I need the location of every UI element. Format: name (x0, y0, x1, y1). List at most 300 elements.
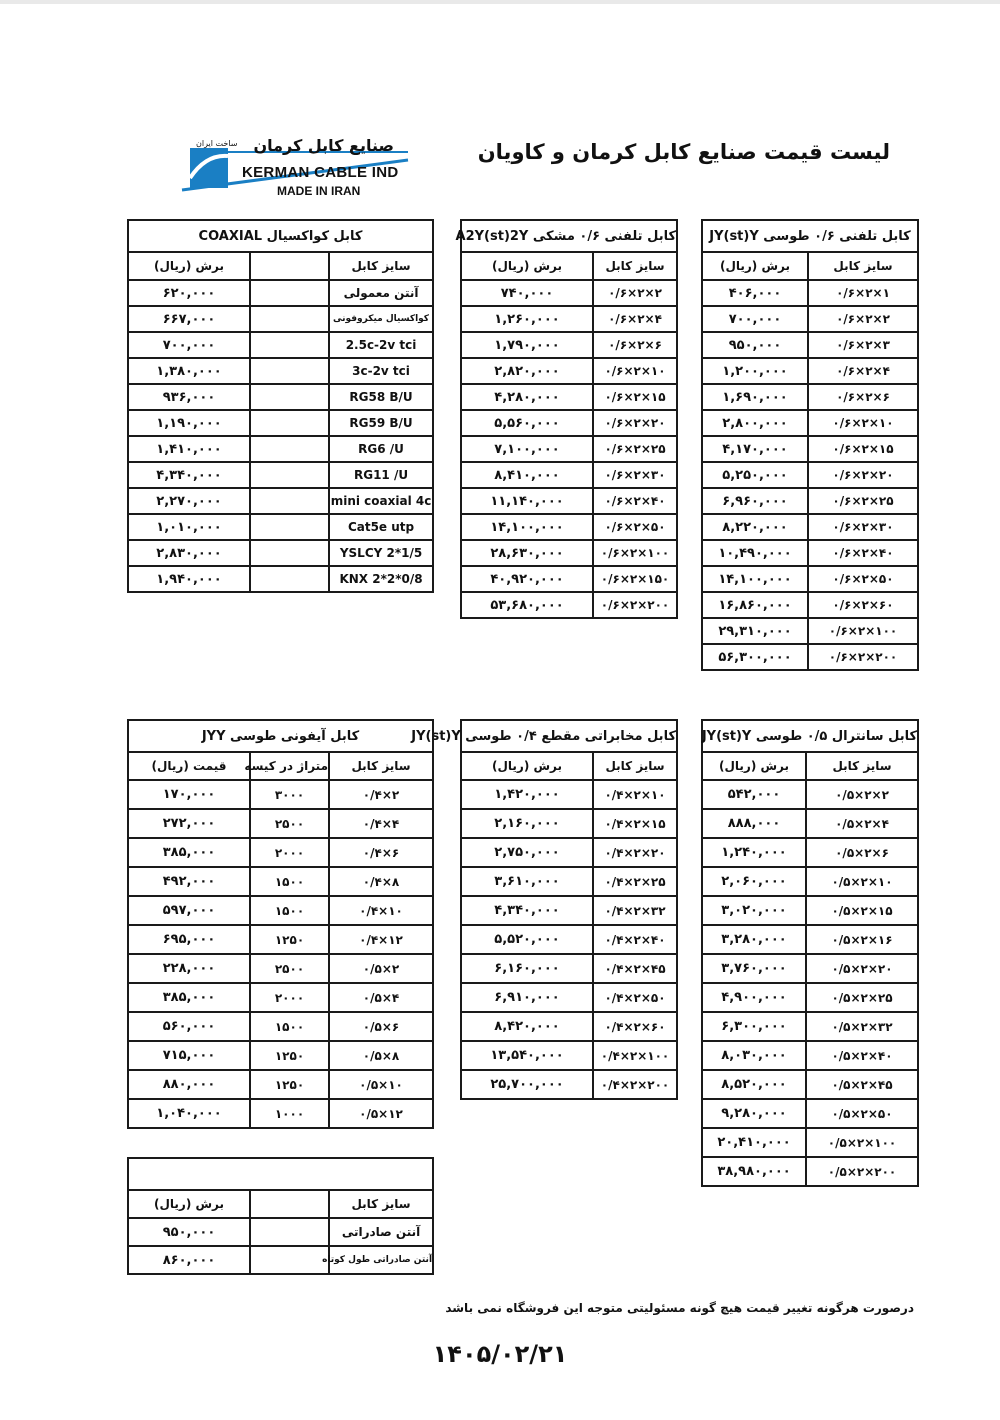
price: ۶,۹۶۰,۰۰۰ (702, 488, 808, 514)
cable-size: ۲۵×۲×۰/۶ (593, 436, 677, 462)
table-row (461, 809, 677, 838)
cable-size: ۱۰۰×۲×۰/۴ (593, 1041, 677, 1070)
cable-size: RG58 B/U (329, 384, 433, 410)
price: ۷۰۰,۰۰۰ (702, 306, 808, 332)
table-row (461, 488, 677, 514)
col-size-header: سایز کابل (593, 252, 677, 280)
price: ۶,۹۱۰,۰۰۰ (461, 983, 593, 1012)
price: ۷۱۵,۰۰۰ (128, 1041, 250, 1070)
meter-per-bag: ۱۲۵۰ (250, 1041, 329, 1070)
table-row (702, 1157, 918, 1186)
cable-size: ۵۰×۲×۰/۵ (806, 1099, 918, 1128)
cable-size: ۲×۲×۰/۶ (808, 306, 918, 332)
cable-size: ۱×۲×۰/۶ (808, 280, 918, 306)
table-row (702, 644, 918, 670)
table-row (128, 1070, 433, 1099)
col-size-header: سایز کابل (329, 1190, 433, 1218)
table-row (702, 332, 918, 358)
table-row (128, 896, 433, 925)
blank-cell (250, 358, 329, 384)
table-row (461, 954, 677, 983)
cable-size: ۴۰×۲×۰/۵ (806, 1041, 918, 1070)
blank-cell (250, 332, 329, 358)
price: ۵,۲۵۰,۰۰۰ (702, 462, 808, 488)
table-row (128, 488, 433, 514)
table-row (128, 983, 433, 1012)
col-price-header: برش (ریال) (702, 752, 806, 780)
price: ۳,۶۱۰,۰۰۰ (461, 867, 593, 896)
table-row (128, 1218, 433, 1246)
cable-size: ۴×۰/۴ (329, 809, 433, 838)
table-row (702, 436, 918, 462)
price: ۵۳,۶۸۰,۰۰۰ (461, 592, 593, 618)
cable-size: ۲×۰/۵ (329, 954, 433, 983)
table-row (128, 809, 433, 838)
price: ۳۸,۹۸۰,۰۰۰ (702, 1157, 806, 1186)
table-row (702, 566, 918, 592)
table-row (461, 384, 677, 410)
table-row (461, 925, 677, 954)
cable-size: ۱۶×۲×۰/۵ (806, 925, 918, 954)
cable-size: ۱۲×۰/۴ (329, 925, 433, 954)
cable-size: ۵۰×۲×۰/۶ (593, 514, 677, 540)
cable-size: ۶×۲×۰/۵ (806, 838, 918, 867)
price: ۲۲۸,۰۰۰ (128, 954, 250, 983)
table-row (702, 592, 918, 618)
price: ۵۶,۳۰۰,۰۰۰ (702, 644, 808, 670)
table-row (461, 540, 677, 566)
table-row (702, 410, 918, 436)
cable-size: ۲۰۰×۲×۰/۶ (808, 644, 918, 670)
price: ۴۰,۹۲۰,۰۰۰ (461, 566, 593, 592)
blank-cell (250, 384, 329, 410)
cable-size: 3c-2v tci (329, 358, 433, 384)
meter-per-bag: ۱۲۵۰ (250, 1070, 329, 1099)
price: ۲,۷۵۰,۰۰۰ (461, 838, 593, 867)
cable-size: ۲×۲×۰/۵ (806, 780, 918, 809)
table-row (702, 384, 918, 410)
table-row (702, 462, 918, 488)
cable-size: ۲۰×۲×۰/۶ (808, 462, 918, 488)
cable-size: ۲۵×۲×۰/۴ (593, 867, 677, 896)
cable-size: KNX 2*2*0/8 (329, 566, 433, 592)
table-row (128, 1012, 433, 1041)
price: ۴,۱۷۰,۰۰۰ (702, 436, 808, 462)
cable-size: ۲۰×۲×۰/۵ (806, 954, 918, 983)
table-row (128, 280, 433, 306)
table-title: کابل تلفنی ۰/۶ طوسی JY(st)Y (702, 220, 918, 252)
price: ۴۰۶,۰۰۰ (702, 280, 808, 306)
price: ۵,۵۶۰,۰۰۰ (461, 410, 593, 436)
cable-size: ۲۵×۲×۰/۶ (808, 488, 918, 514)
table-row (128, 540, 433, 566)
col-size-header: سایز کابل (329, 752, 433, 780)
table-row (461, 306, 677, 332)
cable-size: ۲×۲×۰/۶ (593, 280, 677, 306)
price: ۱,۰۴۰,۰۰۰ (128, 1099, 250, 1128)
price: ۱۴,۱۰۰,۰۰۰ (702, 566, 808, 592)
cable-size: ۲۰۰×۲×۰/۵ (806, 1157, 918, 1186)
table-row (702, 358, 918, 384)
price: ۴,۹۰۰,۰۰۰ (702, 983, 806, 1012)
cable-size: mini coaxial 4c (329, 488, 433, 514)
table-title: کابل مخابراتی مقطع ۰/۴ طوسی JY(st)Y (461, 720, 677, 752)
cable-size: آنتن صادراتی (329, 1218, 433, 1246)
cable-size: ۱۰۰×۲×۰/۵ (806, 1128, 918, 1157)
cable-size: ۱۰×۲×۰/۴ (593, 780, 677, 809)
cable-size: ۱۰۰×۲×۰/۶ (808, 618, 918, 644)
date-stamp: ۱۴۰۵/۰۲/۲۱ (432, 1340, 568, 1368)
cable-size: ۳×۲×۰/۶ (808, 332, 918, 358)
table-row (702, 954, 918, 983)
cable-size: ۶×۲×۰/۶ (593, 332, 677, 358)
cable-size: ۱۰×۲×۰/۵ (806, 867, 918, 896)
price: ۷۰۰,۰۰۰ (128, 332, 250, 358)
blank-cell (250, 306, 329, 332)
table-row (702, 280, 918, 306)
cable-size: ۵۰×۲×۰/۶ (808, 566, 918, 592)
table-row (128, 384, 433, 410)
blank-cell (250, 1218, 329, 1246)
price: ۱,۲۴۰,۰۰۰ (702, 838, 806, 867)
blank-cell (250, 462, 329, 488)
table-row (461, 838, 677, 867)
price-table-jyy (127, 719, 434, 1129)
cable-size: ۴×۲×۰/۶ (593, 306, 677, 332)
price: ۹۵۰,۰۰۰ (702, 332, 808, 358)
cable-size: ۳۲×۲×۰/۵ (806, 1012, 918, 1041)
logo-made-in-iran: MADE IN IRAN (277, 184, 361, 198)
table-row (702, 1070, 918, 1099)
cable-size: ۱۰×۰/۵ (329, 1070, 433, 1099)
cable-size: ۴۰×۲×۰/۴ (593, 925, 677, 954)
price: ۲۰,۴۱۰,۰۰۰ (702, 1128, 806, 1157)
blank-cell (250, 540, 329, 566)
price: ۱۶,۸۶۰,۰۰۰ (702, 592, 808, 618)
table-row (702, 306, 918, 332)
meter-per-bag: ۱۵۰۰ (250, 867, 329, 896)
cable-size: ۱۰×۲×۰/۶ (593, 358, 677, 384)
table-row (702, 925, 918, 954)
price: ۱,۲۰۰,۰۰۰ (702, 358, 808, 384)
table-row (461, 1041, 677, 1070)
cable-size: Cat5e utp (329, 514, 433, 540)
cable-size: ۱۰×۰/۴ (329, 896, 433, 925)
top-border (0, 0, 1000, 4)
table-row (128, 1246, 433, 1274)
table-row (461, 332, 677, 358)
blank-cell (250, 566, 329, 592)
table-row (702, 867, 918, 896)
cable-size: ۲۰۰×۲×۰/۴ (593, 1070, 677, 1099)
table-row (461, 462, 677, 488)
price: ۱۱,۱۴۰,۰۰۰ (461, 488, 593, 514)
meter-per-bag: ۱۵۰۰ (250, 1012, 329, 1041)
price: ۸,۴۲۰,۰۰۰ (461, 1012, 593, 1041)
table-row (461, 592, 677, 618)
blank-cell (250, 280, 329, 306)
cable-size: ۶×۲×۰/۶ (808, 384, 918, 410)
col-price-header: برش (ریال) (702, 252, 808, 280)
price: ۳۸۵,۰۰۰ (128, 838, 250, 867)
price: ۱,۳۸۰,۰۰۰ (128, 358, 250, 384)
price: ۵,۵۲۰,۰۰۰ (461, 925, 593, 954)
cable-size: ۳۰×۲×۰/۶ (593, 462, 677, 488)
col-price-header: برش (ریال) (461, 252, 593, 280)
price: ۱,۷۹۰,۰۰۰ (461, 332, 593, 358)
price-table-jy06 (701, 219, 919, 671)
company-logo (180, 134, 412, 202)
cable-size: ۱۵۰×۲×۰/۶ (593, 566, 677, 592)
price: ۲,۸۳۰,۰۰۰ (128, 540, 250, 566)
price: ۴,۲۸۰,۰۰۰ (461, 384, 593, 410)
meter-per-bag: ۲۰۰۰ (250, 838, 329, 867)
price: ۲۹,۳۱۰,۰۰۰ (702, 618, 808, 644)
cable-size: ۱۵×۲×۰/۶ (593, 384, 677, 410)
meter-per-bag: ۱۰۰۰ (250, 1099, 329, 1128)
price: ۱,۲۶۰,۰۰۰ (461, 306, 593, 332)
price: ۱,۱۹۰,۰۰۰ (128, 410, 250, 436)
table-row (128, 436, 433, 462)
table-row (702, 780, 918, 809)
page-title: لیست قیمت صنایع کابل کرمان و کاویان (477, 140, 890, 164)
price: ۲,۱۶۰,۰۰۰ (461, 809, 593, 838)
price: ۶۶۷,۰۰۰ (128, 306, 250, 332)
table-title: کابل آیفونی طوسی JYY (128, 720, 433, 752)
cable-size: آنتن معمولی (329, 280, 433, 306)
table-row (461, 867, 677, 896)
meter-per-bag: ۲۵۰۰ (250, 809, 329, 838)
price: ۲۸,۶۳۰,۰۰۰ (461, 540, 593, 566)
price: ۱,۹۴۰,۰۰۰ (128, 566, 250, 592)
table-row (461, 1012, 677, 1041)
price: ۸,۲۲۰,۰۰۰ (702, 514, 808, 540)
price: ۸,۴۱۰,۰۰۰ (461, 462, 593, 488)
meter-per-bag: ۳۰۰۰ (250, 780, 329, 809)
table-row (128, 332, 433, 358)
disclaimer-note: درصورت هرگونه تغییر قیمت هیچ گونه مسئولیتی متوجه این فروشگاه نمی باشد (445, 1301, 914, 1315)
logo-made-in-iran-fa: ساخت ایران (196, 139, 238, 148)
price: ۲,۰۶۰,۰۰۰ (702, 867, 806, 896)
table-row (461, 436, 677, 462)
blank-cell (250, 1246, 329, 1274)
table-row (461, 896, 677, 925)
table-title: کابل تلفنی ۰/۶ مشکی A2Y(st)2Y (461, 220, 677, 252)
price: ۶۹۵,۰۰۰ (128, 925, 250, 954)
table-row (702, 896, 918, 925)
cable-size: ۱۲×۰/۵ (329, 1099, 433, 1128)
cable-size: RG59 B/U (329, 410, 433, 436)
price: ۱,۴۱۰,۰۰۰ (128, 436, 250, 462)
blank-cell (250, 488, 329, 514)
table-row (702, 1012, 918, 1041)
table-row (461, 410, 677, 436)
table-row (702, 838, 918, 867)
cable-size: ۶۰×۲×۰/۶ (808, 592, 918, 618)
price: ۱۴,۱۰۰,۰۰۰ (461, 514, 593, 540)
cable-size: ۲۰۰×۲×۰/۶ (593, 592, 677, 618)
price: ۳,۲۸۰,۰۰۰ (702, 925, 806, 954)
price: ۲۵,۷۰۰,۰۰۰ (461, 1070, 593, 1099)
col-size-header: سایز کابل (808, 252, 918, 280)
table-row (461, 1070, 677, 1099)
blank-cell (250, 514, 329, 540)
price-table-antenna (127, 1157, 434, 1275)
col-meter-header: متراژ در کیسه (250, 752, 329, 780)
table-row (461, 514, 677, 540)
price: ۹۵۰,۰۰۰ (128, 1218, 250, 1246)
price: ۸,۵۲۰,۰۰۰ (702, 1070, 806, 1099)
price: ۲,۸۰۰,۰۰۰ (702, 410, 808, 436)
price: ۸۸۰,۰۰۰ (128, 1070, 250, 1099)
cable-size: RG6 /U (329, 436, 433, 462)
col-size-header: سایز کابل (329, 252, 433, 280)
cable-size: ۱۵×۲×۰/۵ (806, 896, 918, 925)
price: ۹۳۶,۰۰۰ (128, 384, 250, 410)
cable-size: ۱۰۰×۲×۰/۶ (593, 540, 677, 566)
price: ۲,۸۲۰,۰۰۰ (461, 358, 593, 384)
col-price-header: برش (ریال) (461, 752, 593, 780)
cable-size: ۱۰×۲×۰/۶ (808, 410, 918, 436)
cable-size: ۸×۰/۵ (329, 1041, 433, 1070)
price: ۶۲۰,۰۰۰ (128, 280, 250, 306)
col-size-header: سایز کابل (593, 752, 677, 780)
table-row (461, 983, 677, 1012)
table-row (461, 780, 677, 809)
table-title: کابل سانترال ۰/۵ طوسی JY(st)Y (702, 720, 918, 752)
cable-size: ۲۰×۲×۰/۶ (593, 410, 677, 436)
blank-cell (250, 436, 329, 462)
cable-size: ۸×۰/۴ (329, 867, 433, 896)
price: ۱,۶۹۰,۰۰۰ (702, 384, 808, 410)
table-row (128, 462, 433, 488)
meter-per-bag: ۱۲۵۰ (250, 925, 329, 954)
price-table-coaxial (127, 219, 434, 593)
cable-size: ۶×۰/۴ (329, 838, 433, 867)
meter-per-bag: ۲۵۰۰ (250, 954, 329, 983)
price: ۴,۳۴۰,۰۰۰ (461, 896, 593, 925)
price: ۲۷۲,۰۰۰ (128, 809, 250, 838)
table-row (128, 1099, 433, 1128)
price: ۳۸۵,۰۰۰ (128, 983, 250, 1012)
table-row (702, 540, 918, 566)
cable-size: ۴۵×۲×۰/۴ (593, 954, 677, 983)
price: ۱۰,۴۹۰,۰۰۰ (702, 540, 808, 566)
price: ۸۸۸,۰۰۰ (702, 809, 806, 838)
table-row (128, 954, 433, 983)
price: ۷۴۰,۰۰۰ (461, 280, 593, 306)
blank-cell (250, 410, 329, 436)
price: ۶,۱۶۰,۰۰۰ (461, 954, 593, 983)
price: ۸۶۰,۰۰۰ (128, 1246, 250, 1274)
price-table-telecom (411, 719, 678, 1100)
col-size-header: سایز کابل (806, 752, 918, 780)
table-row (702, 618, 918, 644)
price: ۵۶۰,۰۰۰ (128, 1012, 250, 1041)
price: ۱,۴۲۰,۰۰۰ (461, 780, 593, 809)
table-row (128, 867, 433, 896)
cable-size: ۶×۰/۵ (329, 1012, 433, 1041)
cable-size: ۲×۰/۴ (329, 780, 433, 809)
blank-header (250, 252, 329, 280)
table-row (128, 358, 433, 384)
table-row (461, 280, 677, 306)
table-row (702, 1099, 918, 1128)
cable-size: ۳۰×۲×۰/۶ (808, 514, 918, 540)
table-title: کابل کواکسیال COAXIAL (128, 220, 433, 252)
price: ۹,۲۸۰,۰۰۰ (702, 1099, 806, 1128)
cable-size: ۲۵×۲×۰/۵ (806, 983, 918, 1012)
table-row (702, 1128, 918, 1157)
table-row (702, 488, 918, 514)
col-price-header: برش (ریال) (128, 1190, 250, 1218)
cable-size: YSLCY 2*1/5 (329, 540, 433, 566)
cable-size: ۱۵×۲×۰/۴ (593, 809, 677, 838)
price: ۱,۰۱۰,۰۰۰ (128, 514, 250, 540)
cable-size: ۵۰×۲×۰/۴ (593, 983, 677, 1012)
table-row (702, 1041, 918, 1070)
cable-size: ۴۵×۲×۰/۵ (806, 1070, 918, 1099)
table-row (128, 566, 433, 592)
price: ۲,۲۷۰,۰۰۰ (128, 488, 250, 514)
table-row (128, 514, 433, 540)
cable-size: ۴×۲×۰/۵ (806, 809, 918, 838)
price: ۴,۳۴۰,۰۰۰ (128, 462, 250, 488)
price: ۳,۰۲۰,۰۰۰ (702, 896, 806, 925)
meter-per-bag: ۱۵۰۰ (250, 896, 329, 925)
price: ۶,۳۰۰,۰۰۰ (702, 1012, 806, 1041)
logo-name-en: KERMAN CABLE IND (242, 164, 399, 181)
table-row (128, 925, 433, 954)
price: ۱۷۰,۰۰۰ (128, 780, 250, 809)
cable-size: ۴۰×۲×۰/۶ (808, 540, 918, 566)
cable-size: ۴×۲×۰/۶ (808, 358, 918, 384)
cable-size: ۶۰×۲×۰/۴ (593, 1012, 677, 1041)
table-row (461, 566, 677, 592)
blank-header (250, 1190, 329, 1218)
cable-size: ۳۲×۲×۰/۴ (593, 896, 677, 925)
price-table-a2y (455, 219, 678, 619)
col-price-header: برش (ریال) (128, 252, 250, 280)
cable-size: آنتن صادراتی طول کوتاه (329, 1246, 433, 1274)
cable-size: 2.5c-2v tci (329, 332, 433, 358)
price: ۴۹۲,۰۰۰ (128, 867, 250, 896)
cable-size: ۴۰×۲×۰/۶ (593, 488, 677, 514)
cable-size: ۱۵×۲×۰/۶ (808, 436, 918, 462)
price: ۵۹۷,۰۰۰ (128, 896, 250, 925)
table-row (461, 358, 677, 384)
logo-name-fa: صنایع کابل کرمان (253, 136, 394, 155)
price: ۸,۰۳۰,۰۰۰ (702, 1041, 806, 1070)
cable-size: ۲۰×۲×۰/۴ (593, 838, 677, 867)
col-price-header: قیمت (ریال) (128, 752, 250, 780)
price-table-central (701, 719, 919, 1187)
price: ۱۳,۵۴۰,۰۰۰ (461, 1041, 593, 1070)
table-row (128, 780, 433, 809)
table-row (128, 410, 433, 436)
table-row (128, 838, 433, 867)
cable-size: RG11 /U (329, 462, 433, 488)
meter-per-bag: ۲۰۰۰ (250, 983, 329, 1012)
price: ۷,۱۰۰,۰۰۰ (461, 436, 593, 462)
table-row (128, 1041, 433, 1070)
cable-size: ۴×۰/۵ (329, 983, 433, 1012)
price: ۵۴۲,۰۰۰ (702, 780, 806, 809)
table-row (702, 809, 918, 838)
table-title (128, 1158, 433, 1190)
table-row (702, 514, 918, 540)
table-row (128, 306, 433, 332)
